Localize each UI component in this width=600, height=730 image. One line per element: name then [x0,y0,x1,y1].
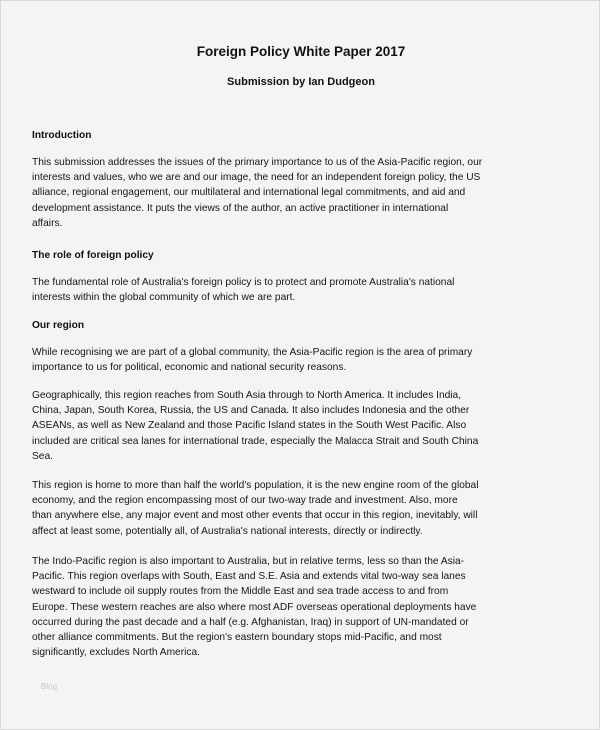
text-line: Sea. [32,450,53,462]
text-line: significantly, excludes North America. [32,647,200,659]
text-line: Pacific. This region overlaps with South, East and S.E. Asia and extends vital two-way sea lanes [32,571,466,583]
section-heading-role-of-foreign-policy: The role of foreign policy [32,250,154,261]
section-heading-our-region: Our region [32,320,85,331]
paragraph-our-region-2 [32,388,478,464]
text-line: westward to include oil supply routes from the Middle East and sea trade access to and from [32,586,449,598]
text-line: China, Japan, South Korea, Russia, the US and Canada. It also includes Indonesia and the other [32,405,470,417]
text-line: than anywhere else, any major event and most other events that occur in this region, inevitably, will [32,510,478,522]
text-line: economy, and the region encompassing most of our two-way trade and investment. Also, more [32,495,458,507]
text-line: affairs. [32,217,63,229]
text-line: The fundamental role of Australia's foreign policy is to protect and promote Australia's national [32,277,455,288]
paragraph-our-region-1 [32,345,472,375]
text-line: While recognising we are part of a global community, the Asia-Pacific region is the area of primary [32,347,473,358]
paragraph-our-region-4 [32,554,476,660]
paragraph-our-region-3 [32,478,479,539]
text-line: affect at least some, potentially all, of Australia's national interests, directly or indirectly. [32,525,423,537]
text-line: The Indo-Pacific region is also important to Australia, but in relative terms, less so than the Asia- [32,556,465,567]
text-line: This region is home to more than half the world's population, it is the new engine room of the global [32,480,479,491]
text-line: ASEANs, as well as New Zealand and those Pacific Island states in the South West Pacific. Also [32,420,467,432]
document-title: Foreign Policy White Paper 2017 [196,44,406,59]
text-line: development assistance. It puts the views of the author, an active practitioner in international [32,202,449,214]
text-line: interests and values, who we are and our image, the need for an independent foreign policy, the US [32,172,481,184]
text-line: included are critical sea lanes for international trade, especially the Malacca Strait and South China [32,435,479,447]
document-subtitle: Submission by Ian Dudgeon [227,76,375,88]
text-line: Europe. These western reaches are also where most ADF overseas operational deployments have [32,601,477,613]
section-heading-introduction: Introduction [32,130,92,141]
text-line: occurred during the past decade and a half (e.g. Afghanistan, Iraq) in support of UN-mandated or [32,616,469,628]
watermark-text: Blog [41,682,58,691]
paragraph-introduction [32,155,482,231]
text-line: importance to us for political, economic and national security reasons. [32,362,347,374]
text-line: alliance, regional engagement, our multilateral and international legal commitments, and aid and [32,187,466,199]
text-line: interests within the global community of which we are part. [32,292,296,304]
text-line: Geographically, this region reaches from South Asia through to North America. It includes India, [32,390,462,401]
paragraph-role-of-foreign-policy [32,275,454,305]
text-line: This submission addresses the issues of the primary importance to us of the Asia-Pacific region, our [32,157,483,168]
text-line: other alliance commitments. But the region's eastern boundary stops mid-Pacific, and most [32,632,442,644]
